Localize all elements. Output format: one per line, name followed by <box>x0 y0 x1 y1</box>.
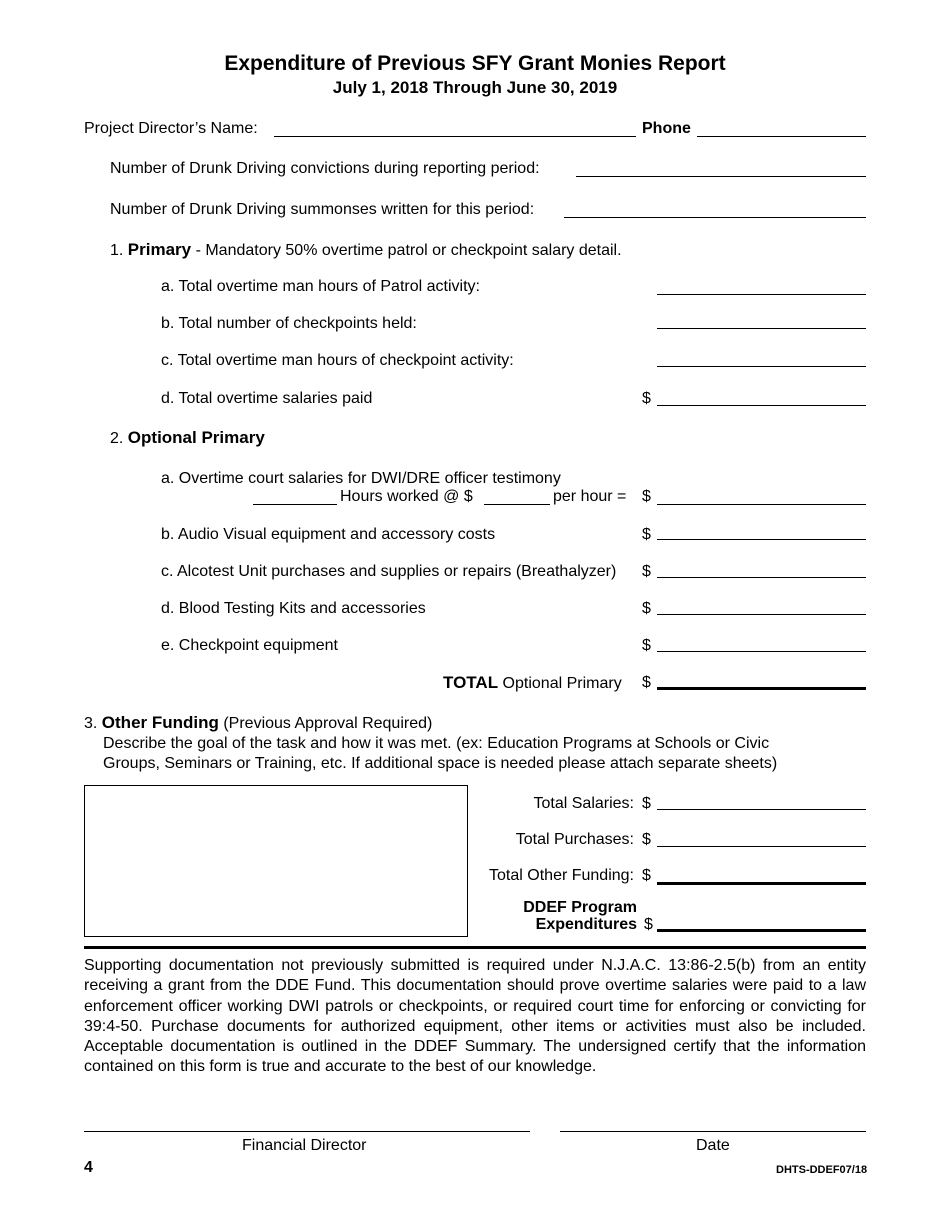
total-salaries-field[interactable] <box>657 809 866 810</box>
per-hour-label: per hour = <box>553 488 627 505</box>
alcotest-label: c. Alcotest Unit purchases and supplies or repairs (Breathalyzer) <box>161 563 617 580</box>
total-optional-field[interactable] <box>657 687 866 690</box>
section3-note: (Previous Approval Required) <box>223 715 433 732</box>
audio-visual-label: b. Audio Visual equipment and accessory costs <box>161 526 496 543</box>
phone-field[interactable] <box>697 136 866 137</box>
hours-worked-label: Hours worked @ $ <box>340 488 473 505</box>
section1-title: Primary <box>127 240 192 259</box>
section2-heading <box>110 428 265 448</box>
section1-heading <box>110 240 622 260</box>
total-other-funding-label: Total Other Funding: <box>489 867 634 884</box>
total-word: TOTAL <box>443 673 499 692</box>
total-optional-label <box>443 673 622 693</box>
dollar-sign: $ <box>642 488 651 505</box>
report-period: July 1, 2018 Through June 30, 2019 <box>332 78 618 97</box>
section2-title: Optional Primary <box>127 428 265 447</box>
section1-description: - Mandatory 50% overtime patrol or checkpoint salary detail. <box>195 242 622 259</box>
blood-kits-field[interactable] <box>657 614 866 615</box>
total-purchases-field[interactable] <box>657 846 866 847</box>
section3-description-line2: Groups, Seminars or Training, etc. If additional space is needed please attach separate sheets) <box>103 755 778 772</box>
date-signature-line[interactable] <box>560 1131 866 1132</box>
court-salaries-label: a. Overtime court salaries for DWI/DRE officer testimony <box>161 470 561 487</box>
section1-number: 1. <box>110 242 124 259</box>
convictions-label: Number of Drunk Driving convictions during reporting period: <box>110 160 540 177</box>
checkpoints-held-label: b. Total number of checkpoints held: <box>161 315 417 332</box>
summonses-label: Number of Drunk Driving summonses written for this period: <box>110 201 535 218</box>
total-optional-text: Optional Primary <box>502 675 622 692</box>
financial-director-label: Financial Director <box>242 1137 367 1154</box>
blood-kits-label: d. Blood Testing Kits and accessories <box>161 600 426 617</box>
court-salaries-field[interactable] <box>657 504 866 505</box>
dollar-sign: $ <box>642 637 651 654</box>
salaries-paid-label: d. Total overtime salaries paid <box>161 390 373 407</box>
dollar-sign: $ <box>642 795 651 812</box>
section2-number: 2. <box>110 430 124 447</box>
ddef-program-label: DDEF Program <box>523 899 637 916</box>
total-purchases-label: Total Purchases: <box>515 831 634 848</box>
audio-visual-field[interactable] <box>657 539 866 540</box>
dollar-sign: $ <box>642 563 651 580</box>
section3-heading <box>84 713 432 733</box>
section3-title: Other Funding <box>101 713 219 732</box>
section3-description-line1: Describe the goal of the task and how it was met. (ex: Education Programs at Schools or Civic <box>103 735 770 752</box>
checkpoint-hours-label: c. Total overtime man hours of checkpoint activity: <box>161 352 514 369</box>
patrol-hours-label: a. Total overtime man hours of Patrol activity: <box>161 278 480 295</box>
checkpoint-equipment-field[interactable] <box>657 651 866 652</box>
alcotest-field[interactable] <box>657 577 866 578</box>
dollar-sign: $ <box>642 526 651 543</box>
total-other-funding-field[interactable] <box>657 882 866 885</box>
director-name-field[interactable] <box>274 136 636 137</box>
form-code: DHTS-DDEF07/18 <box>776 1164 868 1176</box>
hours-worked-field[interactable] <box>253 504 337 505</box>
date-label: Date <box>696 1137 730 1154</box>
page-number: 4 <box>84 1159 93 1176</box>
convictions-field[interactable] <box>576 176 866 177</box>
dollar-sign: $ <box>642 831 651 848</box>
ddef-expenditures-field[interactable] <box>657 929 866 932</box>
financial-director-signature-line[interactable] <box>84 1131 530 1132</box>
director-name-label: Project Director’s Name: <box>84 120 258 137</box>
certification-statement: Supporting documentation not previously submitted is required under N.J.A.C. 13:86-2.5(b) from an entity receiving a grant from the DDE Fund. This documentation should prove overtime salaries were paid to a law enforcement officer working DWI patrols or checkpoints, or required court time for enforcing or convicting for 39:4-50. Purchase documents for authorized equipment, other items or activities must also be included. Acceptable documentation is outlined in the DDEF Summary. The undersigned certify that the information contained on this form is true and accurate to the best of our knowledge. <box>84 957 866 1076</box>
other-funding-description-box[interactable] <box>84 785 468 937</box>
dollar-sign: $ <box>644 916 653 933</box>
dollar-sign: $ <box>642 674 651 691</box>
dollar-sign: $ <box>642 867 651 884</box>
dollar-sign: $ <box>642 390 651 407</box>
patrol-hours-field[interactable] <box>657 294 866 295</box>
page-title: Expenditure of Previous SFY Grant Monies Report <box>224 52 726 75</box>
phone-label: Phone <box>642 120 691 137</box>
checkpoint-equipment-label: e. Checkpoint equipment <box>161 637 338 654</box>
summonses-field[interactable] <box>564 217 866 218</box>
hourly-rate-field[interactable] <box>484 504 550 505</box>
checkpoints-held-field[interactable] <box>657 328 866 329</box>
total-salaries-label: Total Salaries: <box>533 795 634 812</box>
section3-number: 3. <box>84 715 98 732</box>
checkpoint-hours-field[interactable] <box>657 366 866 367</box>
section-divider <box>84 946 866 949</box>
ddef-expenditures-label: Expenditures <box>535 916 637 933</box>
dollar-sign: $ <box>642 600 651 617</box>
salaries-paid-field[interactable] <box>657 405 866 406</box>
